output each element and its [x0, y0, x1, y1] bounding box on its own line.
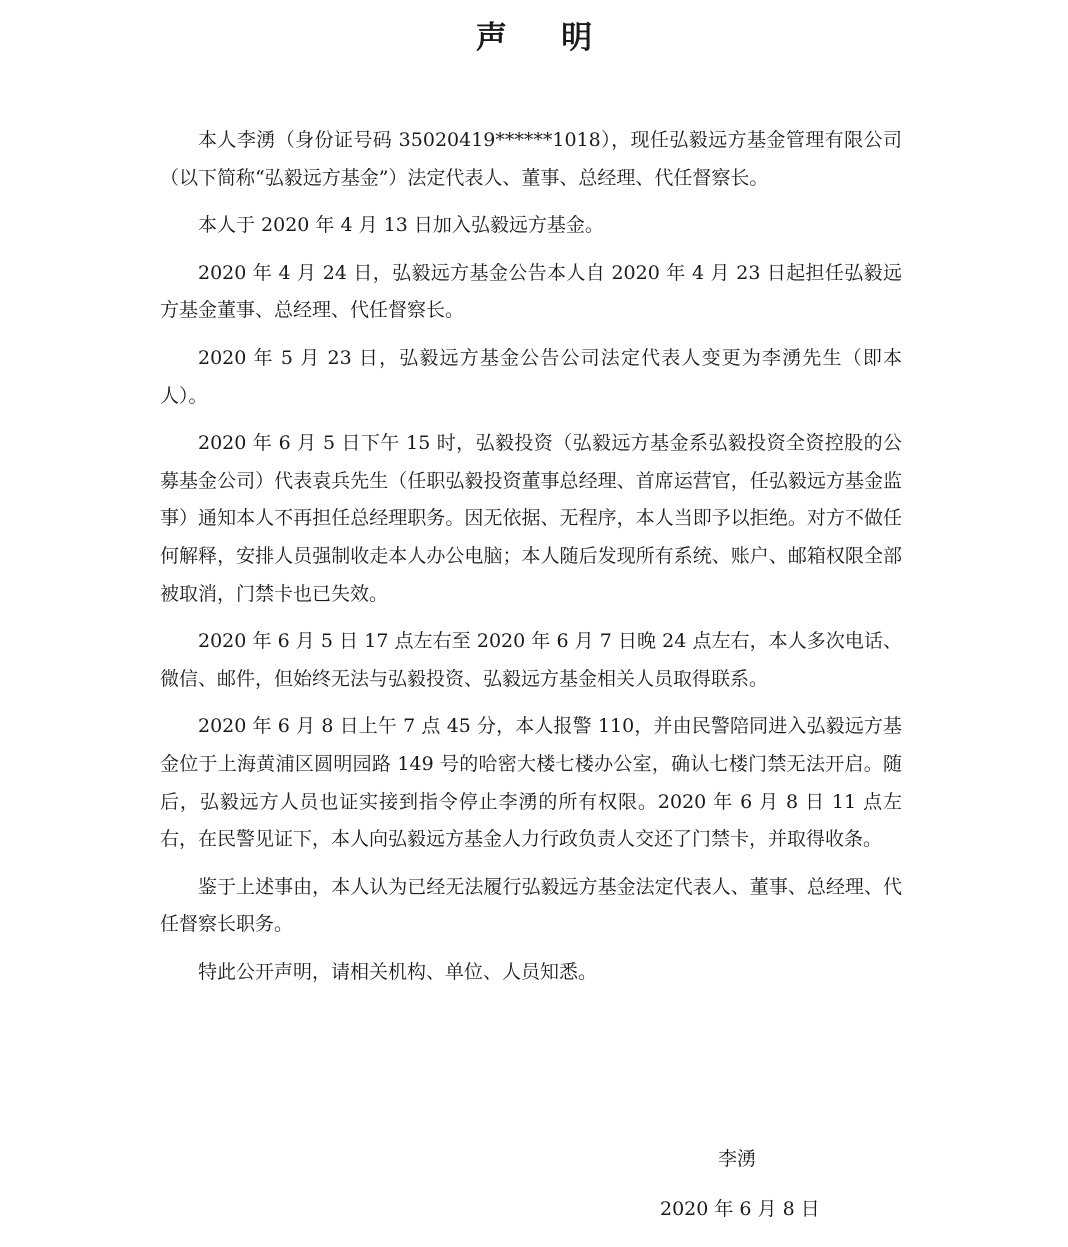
paragraph-dismissal-notice: 2020 年 6 月 5 日下午 15 时，弘毅投资（弘毅远方基金系弘毅投资全资控股的公募基金公司）代表袁兵先生（任职弘毅投资董事总经理、首席运营官，任弘毅远方基金监事）通知本人不再担任总经理职务。因无依据、无程序，本人当即予以拒绝。对方不做任何解释，安排人员强制收走本人办公电脑；本人随后发现所有系统、账户、邮箱权限全部被取消，门禁卡也已失效。 — [160, 432, 902, 605]
paragraph-joined: 本人于 2020 年 4 月 13 日加入弘毅远方基金。 — [198, 214, 604, 237]
paragraph-identity: 本人李湧（身份证号码 35020419******1018），现任弘毅远方基金管理有限公司（以下简称“弘毅远方基金”）法定代表人、董事、总经理、代任督察长。 — [160, 129, 902, 189]
paragraph-appointment: 2020 年 4 月 24 日，弘毅远方基金公告本人自 2020 年 4 月 23 日起担任弘毅远方基金董事、总经理、代任督察长。 — [160, 261, 902, 322]
statement-body — [160, 122, 902, 1001]
signer-name: 李湧 — [718, 1148, 757, 1170]
paragraph-legal-representative: 2020 年 5 月 23 日，弘毅远方基金公告公司法定代表人变更为李湧先生（即本人）。 — [160, 346, 902, 407]
document-title: 声 明 — [475, 20, 614, 56]
paragraph-public-notice: 特此公开声明，请相关机构、单位、人员知悉。 — [198, 960, 598, 983]
paragraph-police-visit: 2020 年 6 月 8 日上午 7 点 45 分，本人报警 110，并由民警陪同进入弘毅远方基金位于上海黄浦区圆明园路 149 号的哈密大楼七楼办公室，确认七楼门禁无法开启。随后，弘毅远方人员也证实接到指令停止李湧的所有权限。2020 年 6 月 8 日 11 点左右，在民警见证下，本人向弘毅远方基金人力行政负责人交还了门禁卡，并取得收条。 — [160, 715, 902, 851]
signature-date: 2020 年 6 月 8 日 — [660, 1198, 820, 1220]
paragraph-contact-attempts: 2020 年 6 月 5 日 17 点左右至 2020 年 6 月 7 日晚 24 点左右，本人多次电话、微信、邮件，但始终无法与弘毅投资、弘毅远方基金相关人员取得联系。 — [160, 630, 902, 690]
paragraph-conclusion: 鉴于上述事由，本人认为已经无法履行弘毅远方基金法定代表人、董事、总经理、代任督察长职务。 — [160, 875, 902, 936]
